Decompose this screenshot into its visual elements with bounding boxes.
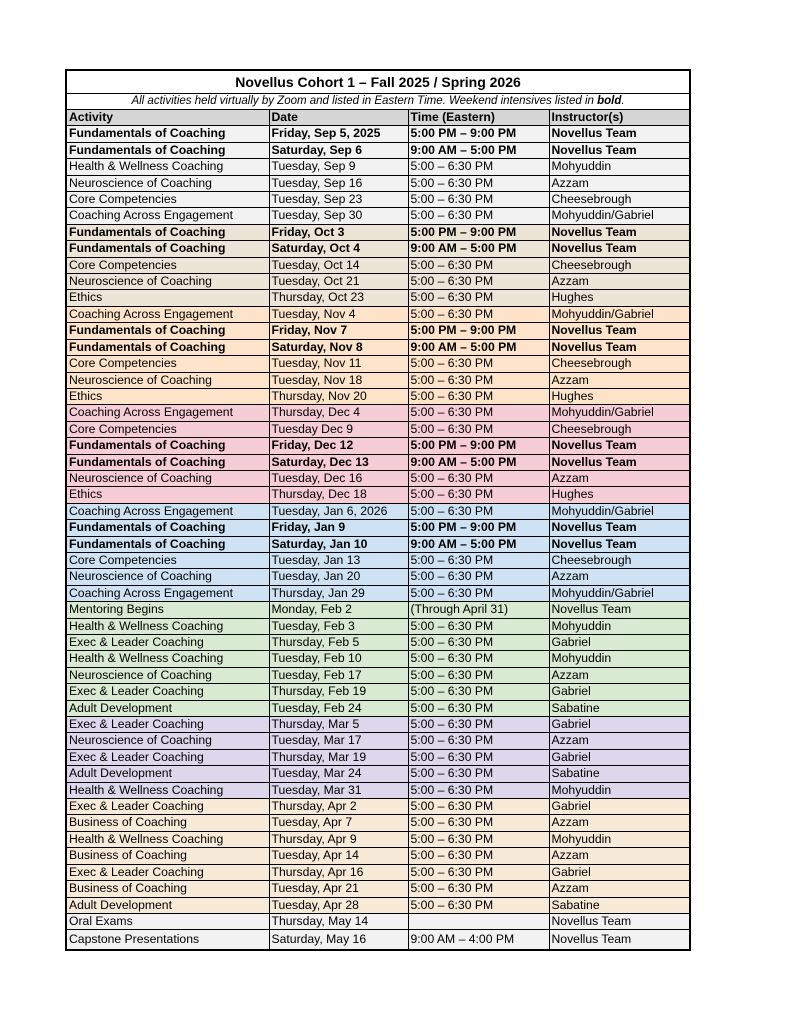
date-cell: Friday, Dec 12 [269,438,408,454]
instructor-cell: Gabriel [549,749,690,765]
table-row [66,257,690,273]
instructor-cell: Azzam [549,815,690,831]
activity-cell: Exec & Leader Coaching [66,635,269,651]
date-cell: Friday, Jan 9 [269,520,408,536]
table-row [66,848,690,864]
activity-cell: Health & Wellness Coaching [66,782,269,798]
header-activity: Activity [66,110,269,126]
schedule-table [65,69,691,951]
date-cell: Saturday, Oct 4 [269,241,408,257]
time-cell: 5:00 – 6:30 PM [408,782,549,798]
table-row [66,241,690,257]
table-row [66,635,690,651]
header-instructor: Instructor(s) [549,110,690,126]
activity-cell: Core Competencies [66,421,269,437]
date-cell: Thursday, Dec 4 [269,405,408,421]
instructor-cell: Hughes [549,290,690,306]
time-cell: 5:00 – 6:30 PM [408,667,549,683]
table-row [66,503,690,519]
date-cell: Tuesday, Mar 17 [269,733,408,749]
table-row [66,881,690,897]
activity-cell: Neuroscience of Coaching [66,470,269,486]
time-cell [408,913,549,929]
date-cell: Tuesday, Apr 28 [269,897,408,913]
table-row [66,799,690,815]
table-row [66,782,690,798]
instructor-cell: Gabriel [549,635,690,651]
table-row [66,175,690,191]
activity-cell: Health & Wellness Coaching [66,618,269,634]
table-row [66,224,690,240]
activity-cell: Exec & Leader Coaching [66,864,269,880]
activity-cell: Fundamentals of Coaching [66,224,269,240]
instructor-cell: Mohyuddin [549,782,690,798]
time-cell: 5:00 – 6:30 PM [408,405,549,421]
date-cell: Tuesday, Nov 4 [269,306,408,322]
instructor-cell: Mohyuddin/Gabriel [549,405,690,421]
activity-cell: Coaching Across Engagement [66,503,269,519]
activity-cell: Coaching Across Engagement [66,405,269,421]
activity-cell: Exec & Leader Coaching [66,684,269,700]
activity-cell: Fundamentals of Coaching [66,323,269,339]
table-row [66,142,690,158]
instructor-cell: Novellus Team [549,438,690,454]
instructor-cell: Sabatine [549,700,690,716]
table-row [66,192,690,208]
date-cell: Saturday, Nov 8 [269,339,408,355]
header-date: Date [269,110,408,126]
date-cell: Tuesday, Sep 9 [269,159,408,175]
activity-cell: Fundamentals of Coaching [66,520,269,536]
date-cell: Tuesday, Dec 16 [269,470,408,486]
date-cell: Monday, Feb 2 [269,602,408,618]
table-row [66,388,690,404]
time-cell: 5:00 – 6:30 PM [408,749,549,765]
time-cell: 5:00 – 6:30 PM [408,487,549,503]
date-cell: Friday, Nov 7 [269,323,408,339]
instructor-cell: Cheesebrough [549,192,690,208]
time-cell: 5:00 – 6:30 PM [408,881,549,897]
instructor-cell: Gabriel [549,799,690,815]
time-cell: 9:00 AM – 5:00 PM [408,142,549,158]
instructor-cell: Azzam [549,848,690,864]
schedule-rows [66,126,690,950]
activity-cell: Exec & Leader Coaching [66,749,269,765]
date-cell: Thursday, Feb 19 [269,684,408,700]
instructor-cell: Hughes [549,388,690,404]
date-cell: Saturday, Dec 13 [269,454,408,470]
activity-cell: Ethics [66,290,269,306]
date-cell: Friday, Oct 3 [269,224,408,240]
activity-cell: Business of Coaching [66,848,269,864]
date-cell: Tuesday, Nov 11 [269,356,408,372]
activity-cell: Health & Wellness Coaching [66,651,269,667]
date-cell: Tuesday, Apr 14 [269,848,408,864]
time-cell: 5:00 – 6:30 PM [408,848,549,864]
instructor-cell: Cheesebrough [549,257,690,273]
time-cell: 5:00 – 6:30 PM [408,635,549,651]
instructor-cell: Novellus Team [549,520,690,536]
table-row [66,159,690,175]
instructor-cell: Mohyuddin [549,651,690,667]
time-cell: 5:00 – 6:30 PM [408,700,549,716]
instructor-cell: Azzam [549,569,690,585]
date-cell: Thursday, May 14 [269,913,408,929]
instructor-cell: Azzam [549,470,690,486]
instructor-cell: Azzam [549,274,690,290]
activity-cell: Ethics [66,487,269,503]
table-row [66,913,690,929]
date-cell: Thursday, Apr 16 [269,864,408,880]
time-cell: 5:00 – 6:30 PM [408,618,549,634]
time-cell: 5:00 – 6:30 PM [408,733,549,749]
activity-cell: Capstone Presentations [66,930,269,951]
activity-cell: Neuroscience of Coaching [66,175,269,191]
table-row [66,339,690,355]
table-row [66,552,690,568]
activity-cell: Mentoring Begins [66,602,269,618]
date-cell: Thursday, Nov 20 [269,388,408,404]
date-cell: Tuesday, Oct 14 [269,257,408,273]
activity-cell: Adult Development [66,766,269,782]
note-end: . [621,95,625,107]
instructor-cell: Novellus Team [549,323,690,339]
time-cell: 5:00 – 6:30 PM [408,552,549,568]
date-cell: Tuesday, Sep 30 [269,208,408,224]
table-row [66,749,690,765]
time-cell: 5:00 – 6:30 PM [408,372,549,388]
instructor-cell: Azzam [549,175,690,191]
date-cell: Tuesday, Apr 7 [269,815,408,831]
note-row [66,94,690,110]
instructor-cell: Mohyuddin/Gabriel [549,503,690,519]
table-row [66,290,690,306]
time-cell: 5:00 – 6:30 PM [408,306,549,322]
table-row [66,208,690,224]
instructor-cell: Mohyuddin [549,831,690,847]
time-cell: 5:00 PM – 9:00 PM [408,438,549,454]
time-cell: 5:00 PM – 9:00 PM [408,520,549,536]
instructor-cell: Hughes [549,487,690,503]
table-row [66,684,690,700]
date-cell: Tuesday, Feb 24 [269,700,408,716]
date-cell: Tuesday, Mar 24 [269,766,408,782]
table-row [66,274,690,290]
activity-cell: Health & Wellness Coaching [66,831,269,847]
table-row [66,372,690,388]
table-row [66,700,690,716]
instructor-cell: Novellus Team [549,142,690,158]
time-cell: 5:00 – 6:30 PM [408,208,549,224]
activity-cell: Fundamentals of Coaching [66,339,269,355]
date-cell: Tuesday Dec 9 [269,421,408,437]
time-cell: 5:00 – 6:30 PM [408,274,549,290]
table-row [66,454,690,470]
activity-cell: Business of Coaching [66,815,269,831]
table-row [66,520,690,536]
instructor-cell: Sabatine [549,766,690,782]
time-cell: 5:00 – 6:30 PM [408,766,549,782]
activity-cell: Fundamentals of Coaching [66,536,269,552]
date-cell: Tuesday, Mar 31 [269,782,408,798]
activity-cell: Neuroscience of Coaching [66,569,269,585]
instructor-cell: Mohyuddin [549,159,690,175]
time-cell: 9:00 AM – 5:00 PM [408,339,549,355]
instructor-cell: Azzam [549,667,690,683]
table-row [66,717,690,733]
table-row [66,766,690,782]
time-cell: 5:00 – 6:30 PM [408,175,549,191]
note-text: All activities held virtually by Zoom and listed in Eastern Time. Weekend intensives listed in [131,95,598,107]
date-cell: Tuesday, Jan 6, 2026 [269,503,408,519]
table-row [66,405,690,421]
activity-cell: Core Competencies [66,356,269,372]
date-cell: Saturday, May 16 [269,930,408,951]
instructor-cell: Azzam [549,733,690,749]
activity-cell: Fundamentals of Coaching [66,142,269,158]
activity-cell: Core Competencies [66,257,269,273]
table-note [66,94,690,110]
date-cell: Tuesday, Sep 16 [269,175,408,191]
header-row [66,110,690,126]
table-row [66,733,690,749]
instructor-cell: Mohyuddin/Gabriel [549,585,690,601]
date-cell: Tuesday, Feb 3 [269,618,408,634]
title-row [66,70,690,94]
date-cell: Tuesday, Jan 20 [269,569,408,585]
activity-cell: Ethics [66,388,269,404]
table-row [66,585,690,601]
instructor-cell: Mohyuddin [549,618,690,634]
activity-cell: Core Competencies [66,552,269,568]
table-row [66,897,690,913]
date-cell: Friday, Sep 5, 2025 [269,126,408,142]
activity-cell: Neuroscience of Coaching [66,733,269,749]
time-cell: 5:00 – 6:30 PM [408,799,549,815]
time-cell: 5:00 PM – 9:00 PM [408,224,549,240]
instructor-cell: Gabriel [549,864,690,880]
time-cell: 5:00 – 6:30 PM [408,864,549,880]
instructor-cell: Novellus Team [549,930,690,951]
date-cell: Thursday, Jan 29 [269,585,408,601]
activity-cell: Business of Coaching [66,881,269,897]
table-row [66,470,690,486]
time-cell: 9:00 AM – 5:00 PM [408,241,549,257]
instructor-cell: Sabatine [549,897,690,913]
time-cell: 5:00 PM – 9:00 PM [408,126,549,142]
activity-cell: Coaching Across Engagement [66,208,269,224]
time-cell: 5:00 – 6:30 PM [408,831,549,847]
table-row [66,356,690,372]
activity-cell: Exec & Leader Coaching [66,717,269,733]
date-cell: Thursday, Feb 5 [269,635,408,651]
instructor-cell: Cheesebrough [549,356,690,372]
time-cell: 5:00 – 6:30 PM [408,192,549,208]
table-row [66,421,690,437]
time-cell: 5:00 – 6:30 PM [408,897,549,913]
activity-cell: Neuroscience of Coaching [66,372,269,388]
instructor-cell: Mohyuddin/Gabriel [549,208,690,224]
time-cell: 5:00 – 6:30 PM [408,388,549,404]
time-cell: 5:00 – 6:30 PM [408,717,549,733]
instructor-cell: Novellus Team [549,602,690,618]
date-cell: Thursday, Dec 18 [269,487,408,503]
activity-cell: Neuroscience of Coaching [66,274,269,290]
date-cell: Thursday, Apr 2 [269,799,408,815]
instructor-cell: Novellus Team [549,339,690,355]
table-row [66,602,690,618]
time-cell: 5:00 – 6:30 PM [408,159,549,175]
time-cell: 5:00 – 6:30 PM [408,356,549,372]
time-cell: 9:00 AM – 4:00 PM [408,930,549,951]
date-cell: Tuesday, Feb 17 [269,667,408,683]
time-cell: 9:00 AM – 5:00 PM [408,454,549,470]
table-row [66,864,690,880]
date-cell: Tuesday, Nov 18 [269,372,408,388]
instructor-cell: Cheesebrough [549,552,690,568]
header-time: Time (Eastern) [408,110,549,126]
time-cell: 5:00 – 6:30 PM [408,421,549,437]
instructor-cell: Novellus Team [549,454,690,470]
activity-cell: Coaching Across Engagement [66,585,269,601]
table-row [66,323,690,339]
activity-cell: Core Competencies [66,192,269,208]
time-cell: 5:00 PM – 9:00 PM [408,323,549,339]
time-cell: 9:00 AM – 5:00 PM [408,536,549,552]
time-cell: 5:00 – 6:30 PM [408,684,549,700]
time-cell: (Through April 31) [408,602,549,618]
instructor-cell: Cheesebrough [549,421,690,437]
instructor-cell: Gabriel [549,717,690,733]
instructor-cell: Azzam [549,372,690,388]
instructor-cell: Gabriel [549,684,690,700]
table-row [66,438,690,454]
date-cell: Tuesday, Apr 21 [269,881,408,897]
note-bold-word: bold [597,95,622,107]
instructor-cell: Azzam [549,881,690,897]
date-cell: Tuesday, Jan 13 [269,552,408,568]
table-row [66,651,690,667]
instructor-cell: Mohyuddin/Gabriel [549,306,690,322]
table-title: Novellus Cohort 1 – Fall 2025 / Spring 2026 [66,70,690,94]
activity-cell: Fundamentals of Coaching [66,454,269,470]
table-row [66,536,690,552]
activity-cell: Adult Development [66,700,269,716]
date-cell: Saturday, Sep 6 [269,142,408,158]
table-row [66,306,690,322]
instructor-cell: Novellus Team [549,536,690,552]
table-row [66,618,690,634]
instructor-cell: Novellus Team [549,126,690,142]
activity-cell: Coaching Across Engagement [66,306,269,322]
instructor-cell: Novellus Team [549,241,690,257]
time-cell: 5:00 – 6:30 PM [408,585,549,601]
table-row [66,126,690,142]
time-cell: 5:00 – 6:30 PM [408,257,549,273]
table-row [66,487,690,503]
table-row [66,831,690,847]
instructor-cell: Novellus Team [549,913,690,929]
table-row [66,815,690,831]
activity-cell: Exec & Leader Coaching [66,799,269,815]
date-cell: Tuesday, Oct 21 [269,274,408,290]
activity-cell: Neuroscience of Coaching [66,667,269,683]
activity-cell: Health & Wellness Coaching [66,159,269,175]
date-cell: Thursday, Oct 23 [269,290,408,306]
table-row [66,569,690,585]
time-cell: 5:00 – 6:30 PM [408,569,549,585]
date-cell: Tuesday, Sep 23 [269,192,408,208]
activity-cell: Fundamentals of Coaching [66,438,269,454]
activity-cell: Adult Development [66,897,269,913]
date-cell: Saturday, Jan 10 [269,536,408,552]
date-cell: Thursday, Apr 9 [269,831,408,847]
date-cell: Thursday, Mar 5 [269,717,408,733]
date-cell: Thursday, Mar 19 [269,749,408,765]
date-cell: Tuesday, Feb 10 [269,651,408,667]
activity-cell: Fundamentals of Coaching [66,241,269,257]
time-cell: 5:00 – 6:30 PM [408,470,549,486]
table-row [66,667,690,683]
instructor-cell: Novellus Team [549,224,690,240]
time-cell: 5:00 – 6:30 PM [408,503,549,519]
activity-cell: Fundamentals of Coaching [66,126,269,142]
time-cell: 5:00 – 6:30 PM [408,290,549,306]
table-row [66,930,690,951]
time-cell: 5:00 – 6:30 PM [408,651,549,667]
activity-cell: Oral Exams [66,913,269,929]
time-cell: 5:00 – 6:30 PM [408,815,549,831]
